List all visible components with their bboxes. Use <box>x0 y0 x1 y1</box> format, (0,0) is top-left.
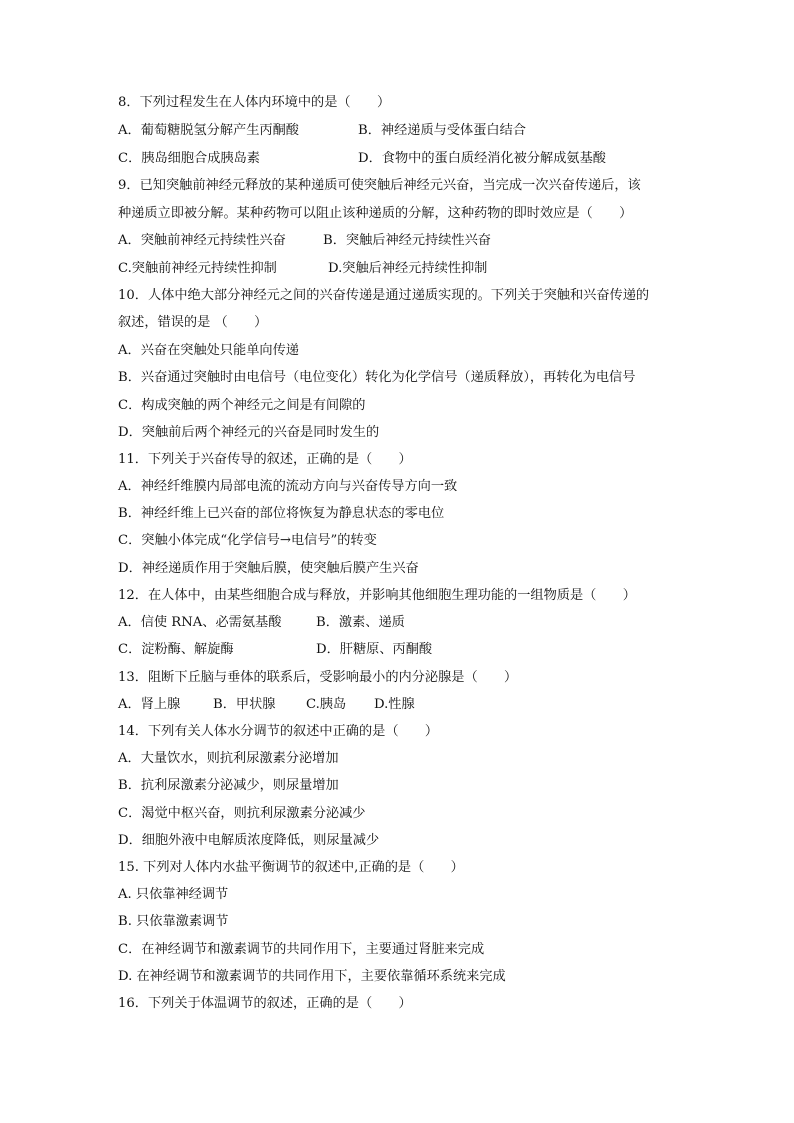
question-10-option-c: C．构成突触的两个神经元之间是有间隙的 <box>118 398 366 413</box>
question-10-stem-line1: 10．人体中绝大部分神经元之间的兴奋传递是通过递质实现的。下列关于突触和兴奋传递的 <box>118 288 650 303</box>
question-8-stem: 8．下列过程发生在人体内环境中的是（ ） <box>118 95 391 110</box>
question-13-option-a: A．肾上腺 <box>118 697 181 712</box>
question-9-option-c: C.突触前神经元持续性抑制 <box>118 261 277 276</box>
question-9-option-a: A．突触前神经元持续性兴奋 <box>118 233 286 248</box>
question-12-stem: 12．在人体中，由某些细胞合成与释放，并影响其他细胞生理功能的一组物质是（ ） <box>118 588 636 603</box>
question-16-stem: 16．下列关于体温调节的叙述，正确的是（ ） <box>118 996 412 1011</box>
question-12-option-b: B．激素、递质 <box>316 615 405 630</box>
question-14-stem: 14．下列有关人体水分调节的叙述中正确的是（ ） <box>118 724 439 739</box>
question-12-option-a: A．信使 RNA、必需氨基酸 <box>118 615 282 630</box>
question-15-option-d: D. 在神经调节和激素调节的共同作用下，主要依靠循环系统来完成 <box>118 969 506 984</box>
question-10-option-d: D．突触前后两个神经元的兴奋是同时发生的 <box>118 425 380 440</box>
question-11-option-a: A．神经纤维膜内局部电流的流动方向与兴奋传导方向一致 <box>118 479 458 494</box>
question-8-option-d: D．食物中的蛋白质经消化被分解成氨基酸 <box>358 151 606 166</box>
question-10-option-b: B．兴奋通过突触时由电信号（电位变化）转化为化学信号（递质释放），再转化为电信号 <box>118 370 636 385</box>
question-14-option-d: D．细胞外液中电解质浓度降低，则尿量减少 <box>118 833 380 848</box>
question-13-option-b: B．甲状腺 <box>213 697 276 712</box>
question-13-stem: 13．阻断下丘脑与垂体的联系后，受影响最小的内分泌腺是（ ） <box>118 670 518 685</box>
question-10-stem-line2: 叙述，错误的是 （ ） <box>118 315 268 330</box>
question-14-option-a: A．大量饮水，则抗利尿激素分泌增加 <box>118 751 339 766</box>
question-9-option-b: B．突触后神经元持续性兴奋 <box>323 233 491 248</box>
question-11-stem: 11．下列关于兴奋传导的叙述，正确的是（ ） <box>118 452 412 467</box>
question-14-option-b: B．抗利尿激素分泌减少，则尿量增加 <box>118 778 339 793</box>
question-11-option-c: C．突触小体完成“化学信号→电信号”的转变 <box>118 533 377 548</box>
question-13-option-d: D.性腺 <box>374 697 415 712</box>
question-15-option-a: A. 只依靠神经调节 <box>118 887 229 902</box>
question-13-option-c: C.胰岛 <box>306 697 347 712</box>
question-11-option-b: B．神经纤维上已兴奋的部位将恢复为静息状态的零电位 <box>118 506 445 521</box>
question-15-option-b: B. 只依靠激素调节 <box>118 914 229 929</box>
question-9-stem-line2: 种递质立即被分解。某种药物可以阻止该种递质的分解，这种药物的即时效应是（ ） <box>118 206 633 221</box>
question-8-option-c: C．胰岛细胞合成胰岛素 <box>118 151 260 166</box>
question-14-option-c: C．渴觉中枢兴奋，则抗利尿激素分泌减少 <box>118 806 366 821</box>
question-11-option-d: D．神经递质作用于突触后膜，使突触后膜产生兴奋 <box>118 561 419 576</box>
question-15-option-c: C．在神经调节和激素调节的共同作用下，主要通过肾脏来完成 <box>118 942 485 957</box>
question-8-option-a: A．葡萄糖脱氢分解产生丙酮酸 <box>118 123 299 138</box>
question-9-stem-line1: 9．已知突触前神经元释放的某种递质可使突触后神经元兴奋，当完成一次兴奋传递后，该 <box>118 178 641 193</box>
question-12-option-d: D．肝糖原、丙酮酸 <box>316 642 433 657</box>
question-12-option-c: C．淀粉酶、解旋酶 <box>118 642 234 657</box>
question-15-stem: 15. 下列对人体内水盐平衡调节的叙述中,正确的是（ ） <box>118 860 464 875</box>
question-8-option-b: B．神经递质与受体蛋白结合 <box>358 123 526 138</box>
question-10-option-a: A．兴奋在突触处只能单向传递 <box>118 343 299 358</box>
question-9-option-d: D.突触后神经元持续性抑制 <box>328 261 488 276</box>
